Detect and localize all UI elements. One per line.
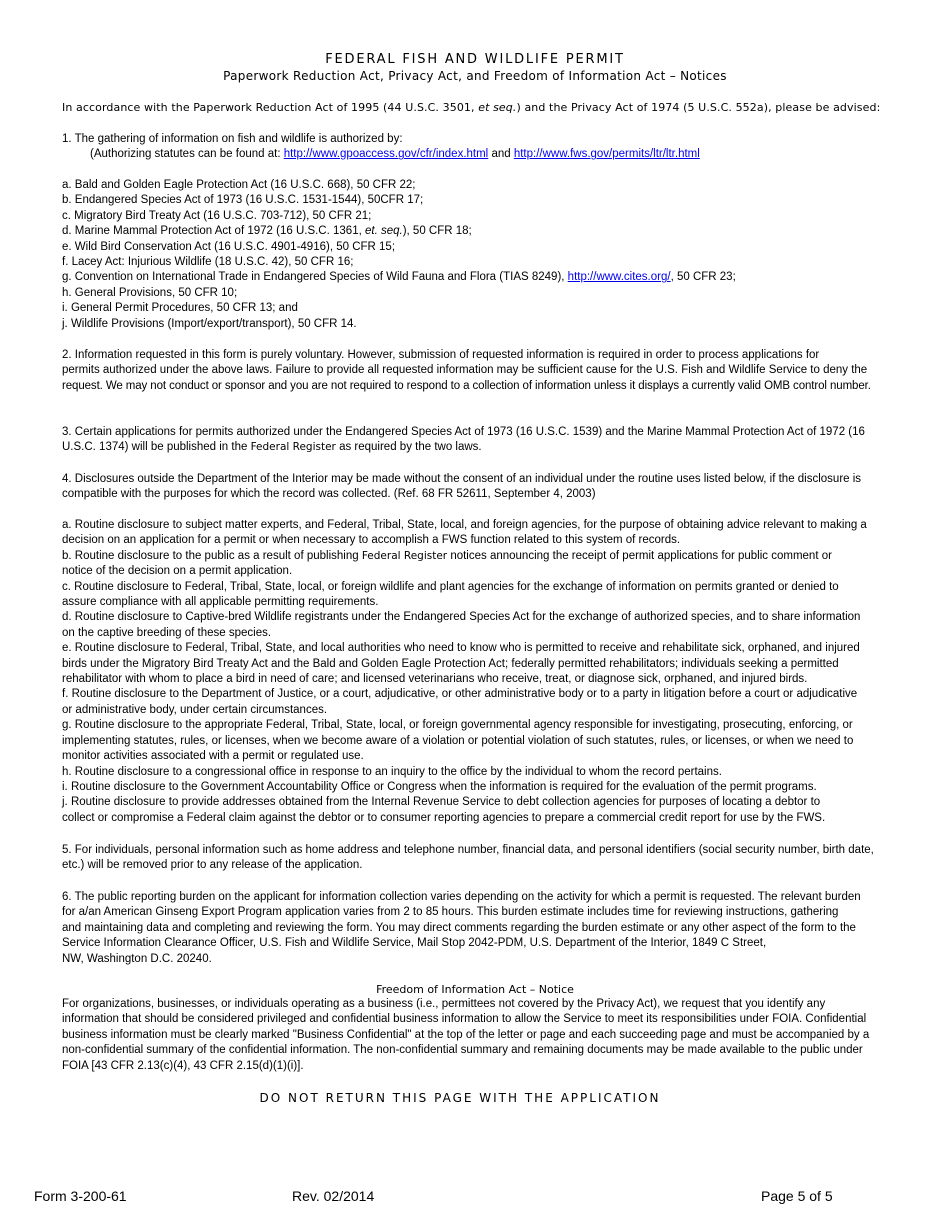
routine-use-line: h. Routine disclosure to a congressional office in response to an inquiry to the office by the individual to whom the record pertains. (62, 765, 722, 778)
document-subtitle: Paperwork Reduction Act, Privacy Act, and Freedom of Information Act – Notices (223, 69, 727, 83)
foia-line: non-confidential summary of the confidential information. The non-confidential summary and remaining documents may be made available to the public under (62, 1044, 863, 1057)
section-6-line: NW, Washington D.C. 20240. (62, 952, 212, 965)
routine-use-line: g. Routine disclosure to the appropriate Federal, Tribal, State, local, or foreign governmental agency responsible for investigating, prosecuting, enforcing, or (62, 719, 853, 732)
list-item-text-end: , 50 CFR 23; (670, 271, 736, 284)
routine-use-line: c. Routine disclosure to Federal, Tribal, State, local, or foreign wildlife and plant agencies for the exchange of information on permits granted or denied to (62, 580, 839, 593)
section-5 (62, 843, 912, 874)
routine-use-line: f. Routine disclosure to the Department of Justice, or a court, adjudicative, or other administrative body or to a party in litigation before a court or adjudicative (62, 688, 858, 701)
routine-use-line: d. Routine disclosure to Captive-bred Wildlife registrants under the Endangered Species Act for the exchange of authorized species, and to share information (62, 611, 861, 624)
section-1 (62, 132, 912, 163)
routine-use-line: decision on an application for a permit or when necessary to accomplish a FWS function related to this system of records. (62, 534, 681, 547)
section-5-line: 5. For individuals, personal information such as home address and telephone number, financial data, and personal identifiers (social security number, birth date, (62, 844, 874, 856)
section-2 (62, 348, 912, 394)
intro-etseq: et seq. (478, 101, 517, 114)
list-item: i. General Permit Procedures, 50 CFR 13; and (62, 302, 298, 315)
section-3-text: U.S.C. 1374) will be published in the (62, 441, 251, 454)
routine-uses-list (62, 518, 912, 826)
foia-notice-title: Freedom of Information Act – Notice (376, 983, 574, 996)
routine-use-line: on the captive breeding of these species. (62, 626, 272, 639)
routine-use-line: monitor activities associated with a permit or regulated use. (62, 750, 364, 763)
routine-use-line: e. Routine disclosure to Federal, Tribal, State, and local authorities who need to know who is permitted to receive and rehabilitate sick, orphaned, and injured (62, 642, 860, 655)
foia-line: business information must be clearly marked "Business Confidential" at the top of the letter or page and each succeeding page and must be accompanied by a (62, 1028, 870, 1041)
list-item: f. Lacey Act: Injurious Wildlife (18 U.S.C. 42), 50 CFR 16; (62, 256, 354, 269)
routine-use-line: notice of the decision on a permit application. (62, 565, 293, 578)
federal-register-ref: Federal Register (361, 549, 448, 562)
section-6-line: Service Information Clearance Officer, U.S. Fish and Wildlife Service, Mail Stop 2042-PDM, U.S. Department of the Interior, 1849 C Street, (62, 937, 767, 950)
section-6-line: for a/an American Ginseng Export Program application varies from 2 to 85 hours. This burden estimate includes time for reviewing instructions, gathering (62, 906, 839, 919)
foia-line: information that should be considered privileged and confidential business information to allow the Service to meet its responsibilities under FOIA. Confidential (62, 1013, 867, 1026)
section-2-line: permits authorized under the above laws. Failure to provide all requested information may be sufficient cause for the U.S. Fish and Wildlife Service to deny the (62, 364, 868, 377)
routine-use-line: birds under the Migratory Bird Treaty Act and the Bald and Golden Eagle Protection Act; federally permitted rehabilitators; individuals seeking a permitted (62, 657, 839, 670)
footer-revision: Rev. 02/2014 (292, 1188, 375, 1204)
section-3-line: 3. Certain applications for permits authorized under the Endangered Species Act of 1973 (16 U.S.C. 1539) and the Marine Mammal Protection Act of 1972 (16 (62, 426, 865, 438)
foia-line: FOIA [43 CFR 2.13(c)(4), 43 CFR 2.15(d)(1)(i)]. (62, 1059, 304, 1072)
section-6 (62, 890, 912, 967)
list-item-text: g. Convention on International Trade in Endangered Species of Wild Fauna and Flora (TIAS 8249), (62, 271, 568, 284)
foia-notice (62, 997, 912, 1074)
cites-link[interactable]: http://www.cites.org/ (567, 271, 671, 284)
statutes-note-and: and (488, 148, 514, 161)
statutes-note (62, 147, 912, 162)
section-4 (62, 472, 912, 503)
footer-form-number: Form 3-200-61 (34, 1188, 127, 1204)
section-3 (62, 425, 912, 456)
list-item-text: d. Marine Mammal Protection Act of 1972 (16 U.S.C. 1361, (62, 225, 365, 238)
federal-register-ref: Federal Register (250, 441, 336, 454)
section-4-line: 4. Disclosures outside the Department of the Interior may be made without the consent of an individual under the routine uses listed below, if the disclosure is (62, 473, 862, 485)
list-item: h. General Provisions, 50 CFR 10; (62, 286, 238, 299)
list-item: b. Endangered Species Act of 1973 (16 U.S.C. 1531-1544), 50CFR 17; (62, 194, 424, 207)
list-item: e. Wild Bird Conservation Act (16 U.S.C. 4901-4916), 50 CFR 15; (62, 240, 396, 253)
routine-use-line: or administrative body, under certain circumstances. (62, 703, 328, 716)
routine-use-line: implementing statutes, rules, or licenses, when we become aware of a violation or potential violation of such statutes, rules, or licenses, or when we need to (62, 734, 854, 747)
list-item-text-end: ), 50 CFR 18; (402, 225, 472, 238)
intro-text: In accordance with the Paperwork Reduction Act of 1995 (44 U.S.C. 3501, (62, 101, 479, 114)
intro-text-end: ) and the Privacy Act of 1974 (5 U.S.C. 552a), please be advised: (516, 101, 881, 114)
foia-line: For organizations, businesses, or individuals operating as a business (i.e., permittees not covered by the Privacy Act), we request that you identify any (62, 998, 826, 1010)
routine-use-line: a. Routine disclosure to subject matter experts, and Federal, Tribal, State, local, and foreign agencies, for the purpose of obtaining advice relevant to making a (62, 519, 867, 531)
document-title: FEDERAL FISH AND WILDLIFE PERMIT (325, 52, 625, 67)
list-item (62, 270, 912, 285)
section-6-line: and maintaining data and completing and reviewing the form. You may direct comments regarding the burden estimate or any other aspect of the form to the (62, 921, 856, 934)
section-2-line: 2. Information requested in this form is purely voluntary. However, submission of requested information is required in order to process applications for (62, 349, 820, 361)
routine-use-line: collect or compromise a Federal claim against the debtor or to consumer reporting agencies to prepare a commercial credit report for use by the FWS. (62, 811, 826, 824)
section-5-line: etc.) will be removed prior to any release of the application. (62, 859, 363, 872)
list-item: j. Wildlife Provisions (Import/export/transport), 50 CFR 14. (62, 317, 357, 330)
routine-use-line: j. Routine disclosure to provide addresses obtained from the Internal Revenue Service to debt collection agencies for purposes of locating a debtor to (62, 796, 821, 809)
fws-permits-link[interactable]: http://www.fws.gov/permits/ltr/ltr.html (513, 148, 700, 161)
section-3-text-end: as required by the two laws. (335, 441, 482, 454)
list-item (62, 224, 912, 239)
section-2-line: request. We may not conduct or sponsor and you are not required to respond to a collection of information unless it displays a currently valid OMB control number. (62, 379, 871, 392)
statutes-note-text: (Authorizing statutes can be found at: (90, 148, 284, 161)
routine-use-line: i. Routine disclosure to the Government Accountability Office or Congress when the information is required for the evaluation of the permit programs. (62, 780, 817, 793)
list-item: a. Bald and Golden Eagle Protection Act (16 U.S.C. 668), 50 CFR 22; (62, 179, 416, 191)
do-not-return-notice: DO NOT RETURN THIS PAGE WITH THE APPLICATION (259, 1091, 661, 1105)
routine-use-line: rehabilitator with whom to place a bird in need of care; and licensed veterinarians who receive, treat, or diagnose sick, orphaned, and injured birds. (62, 673, 808, 686)
intro-statement (62, 101, 902, 114)
list-item: c. Migratory Bird Treaty Act (16 U.S.C. 703-712), 50 CFR 21; (62, 209, 372, 222)
gpoaccess-link[interactable]: http://www.gpoaccess.gov/cfr/index.html (283, 148, 489, 161)
section-4-line: compatible with the purposes for which the record was collected. (Ref. 68 FR 52611, September 4, 2003) (62, 488, 596, 501)
routine-use-text-end: notices announcing the receipt of permit applications for public comment or (447, 549, 832, 562)
routine-use-text: b. Routine disclosure to the public as a result of publishing (62, 549, 362, 562)
section-6-line: 6. The public reporting burden on the applicant for information collection varies depending on the activity for which a permit is requested. The relevant burden (62, 891, 861, 903)
section-3-line (62, 440, 912, 455)
authorizing-statutes-list (62, 178, 912, 332)
routine-use-line (62, 549, 912, 564)
section-1-heading: 1. The gathering of information on fish and wildlife is authorized by: (62, 133, 403, 145)
routine-use-line: assure compliance with all applicable permitting requirements. (62, 596, 379, 609)
list-item-etseq: et. seq. (364, 225, 403, 238)
footer-page-number: Page 5 of 5 (761, 1188, 833, 1204)
